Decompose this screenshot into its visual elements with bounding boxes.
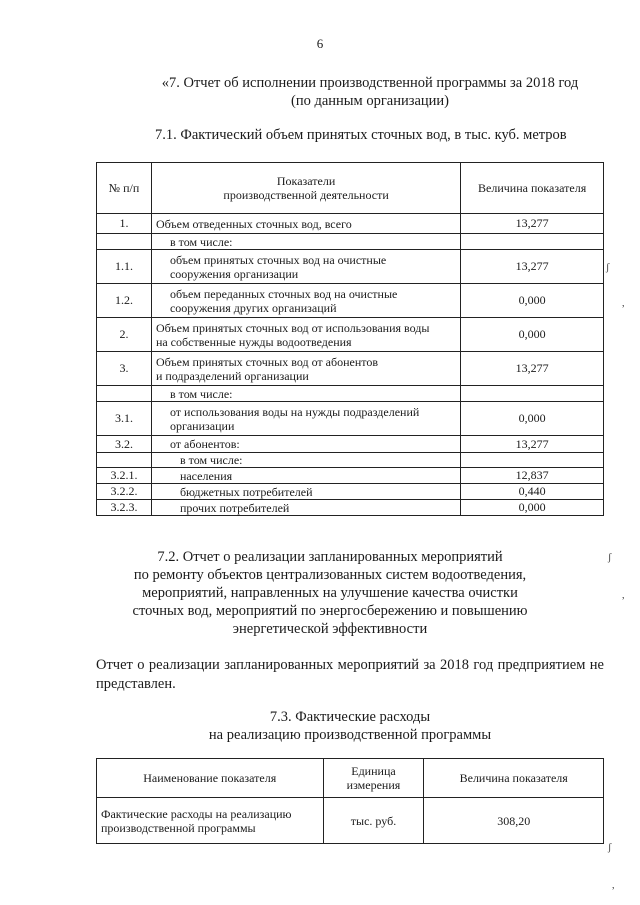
row-label-line1: Объем отведенных сточных вод, всего bbox=[155, 216, 352, 231]
row-label-cell bbox=[151, 250, 460, 284]
section-7-2-title-line: мероприятий, направленных на улучшение качества очистки bbox=[142, 585, 518, 601]
row-label-line2: сооружения других организаций bbox=[169, 300, 337, 315]
row-number-cell: 1.2. bbox=[97, 284, 152, 318]
row-value-cell: 13,277 bbox=[461, 250, 604, 284]
row-number-cell: 1. bbox=[97, 214, 152, 234]
table-row bbox=[97, 250, 604, 284]
row-label-line1: прочих потребителей bbox=[179, 500, 290, 515]
row-value-cell: 13,277 bbox=[461, 352, 604, 386]
table-row bbox=[97, 500, 604, 516]
section-7-2-title bbox=[125, 548, 535, 638]
table-row bbox=[97, 468, 604, 484]
scan-mark: ʃ bbox=[608, 552, 612, 563]
row-number-cell: 3.2.1. bbox=[97, 468, 152, 484]
row-number-cell: 3.2.3. bbox=[97, 500, 152, 516]
section-7-2-title-line: по ремонту объектов централизованных систем водоотведения, bbox=[133, 567, 527, 583]
row-label-cell bbox=[151, 214, 460, 234]
section-7-2-title-line: сточных вод, мероприятий по энергосбережению и повышению bbox=[132, 603, 528, 619]
scan-mark: , bbox=[622, 590, 625, 601]
section-7-3-title bbox=[150, 708, 550, 744]
row-label-cell bbox=[151, 318, 460, 352]
row-number-cell bbox=[97, 453, 152, 468]
row-value-cell: 0,000 bbox=[461, 284, 604, 318]
row-number-cell: 2. bbox=[97, 318, 152, 352]
table-row bbox=[97, 436, 604, 453]
row-value-cell bbox=[461, 234, 604, 250]
row-number-cell: 3.2. bbox=[97, 436, 152, 453]
row-value-cell: 13,277 bbox=[461, 436, 604, 453]
expenses-header-unit bbox=[323, 759, 424, 798]
row-label-line2: на собственные нужды водоотведения bbox=[155, 334, 352, 349]
header-value: Величина показателя bbox=[461, 163, 604, 214]
expenses-table bbox=[96, 758, 604, 844]
section-7-2-title-line: 7.2. Отчет о реализации запланированных мероприятий bbox=[157, 549, 503, 565]
table-row bbox=[97, 453, 604, 468]
row-value-cell: 12,837 bbox=[461, 468, 604, 484]
table-row bbox=[97, 484, 604, 500]
header-indicator bbox=[151, 163, 460, 214]
table-row bbox=[97, 386, 604, 402]
scan-mark: , bbox=[622, 298, 625, 309]
row-label-cell bbox=[151, 453, 460, 468]
row-label-line1: Объем принятых сточных вод от использования воды bbox=[155, 320, 430, 335]
scan-mark: ʃ bbox=[606, 262, 610, 273]
row-value-cell: 13,277 bbox=[461, 214, 604, 234]
expenses-header-row bbox=[97, 759, 604, 798]
expenses-header-unit-line2: измерения bbox=[346, 778, 401, 792]
row-label-cell bbox=[151, 484, 460, 500]
row-value-cell bbox=[461, 453, 604, 468]
row-label-cell bbox=[151, 436, 460, 453]
expenses-value-cell: 308,20 bbox=[424, 798, 604, 844]
expenses-unit-cell: тыс. руб. bbox=[323, 798, 424, 844]
row-label-cell bbox=[151, 234, 460, 250]
expenses-name-line2: производственной программы bbox=[101, 820, 256, 835]
row-label-line2: сооружения организации bbox=[169, 266, 299, 281]
row-label-line1: от абонентов: bbox=[169, 437, 240, 451]
row-label-line1: в том числе: bbox=[179, 453, 243, 467]
row-label-line1: от использования воды на нужды подразделений bbox=[169, 404, 420, 419]
row-label-line1: в том числе: bbox=[169, 234, 233, 249]
table-row bbox=[97, 402, 604, 436]
section-7-2-note: Отчет о реализации запланированных мероприятий за 2018 год предприятием не представлен. bbox=[96, 657, 604, 692]
row-label-cell bbox=[151, 352, 460, 386]
row-label-line1: населения bbox=[179, 468, 233, 483]
row-label-cell bbox=[151, 468, 460, 484]
section-7-title bbox=[150, 74, 590, 110]
row-number-cell bbox=[97, 386, 152, 402]
table-row bbox=[97, 214, 604, 234]
section-7-title-line1: «7. Отчет об исполнении производственной программы за 2018 год bbox=[161, 75, 579, 91]
section-7-3-title-line1: 7.3. Фактические расходы bbox=[269, 709, 431, 725]
expenses-name-line1: Фактические расходы на реализацию bbox=[101, 806, 292, 821]
section-7-title-line2: (по данным организации) bbox=[290, 93, 449, 109]
section-7-1-title: 7.1. Фактический объем принятых сточных вод, в тыс. куб. метров bbox=[155, 127, 567, 143]
row-label-cell bbox=[151, 284, 460, 318]
row-value-cell: 0,440 bbox=[461, 484, 604, 500]
header-indicator-line2: производственной деятельности bbox=[223, 188, 389, 202]
header-indicator-line1: Показатели bbox=[276, 174, 336, 188]
row-label-cell bbox=[151, 500, 460, 516]
row-label-line1: Объем принятых сточных вод от абонентов bbox=[155, 354, 379, 369]
row-number-cell: 3.2.2. bbox=[97, 484, 152, 500]
header-num: № п/п bbox=[97, 163, 152, 214]
row-value-cell: 0,000 bbox=[461, 318, 604, 352]
row-label-line1: в том числе: bbox=[169, 386, 233, 401]
row-number-cell: 3.1. bbox=[97, 402, 152, 436]
table-row bbox=[97, 284, 604, 318]
row-number-cell: 3. bbox=[97, 352, 152, 386]
row-label-cell bbox=[151, 386, 460, 402]
expenses-name-cell bbox=[97, 798, 324, 844]
row-label-line1: бюджетных потребителей bbox=[179, 484, 313, 499]
table-row bbox=[97, 318, 604, 352]
row-label-line1: объем переданных сточных вод на очистные bbox=[169, 286, 398, 301]
row-label-line2: организации bbox=[169, 418, 235, 433]
expenses-header-unit-line1: Единица bbox=[351, 764, 396, 778]
table-row bbox=[97, 234, 604, 250]
expenses-row bbox=[97, 798, 604, 844]
expenses-header-name: Наименование показателя bbox=[97, 759, 324, 798]
row-value-cell: 0,000 bbox=[461, 500, 604, 516]
table-row bbox=[97, 352, 604, 386]
table-header-row bbox=[97, 163, 604, 214]
wastewater-volume-table bbox=[96, 162, 604, 516]
row-number-cell: 1.1. bbox=[97, 250, 152, 284]
row-value-cell bbox=[461, 386, 604, 402]
row-number-cell bbox=[97, 234, 152, 250]
row-label-line2: и подразделений организации bbox=[155, 368, 309, 383]
row-value-cell: 0,000 bbox=[461, 402, 604, 436]
section-7-2-title-line: энергетической эффективности bbox=[232, 621, 428, 637]
row-label-line1: объем принятых сточных вод на очистные bbox=[169, 252, 387, 267]
page-number: 6 bbox=[316, 36, 324, 51]
scan-mark: , bbox=[612, 880, 615, 891]
row-label-cell bbox=[151, 402, 460, 436]
section-7-3-title-line2: на реализацию производственной программы bbox=[208, 727, 492, 743]
expenses-header-value: Величина показателя bbox=[424, 759, 604, 798]
scan-mark: ʃ bbox=[608, 842, 612, 853]
